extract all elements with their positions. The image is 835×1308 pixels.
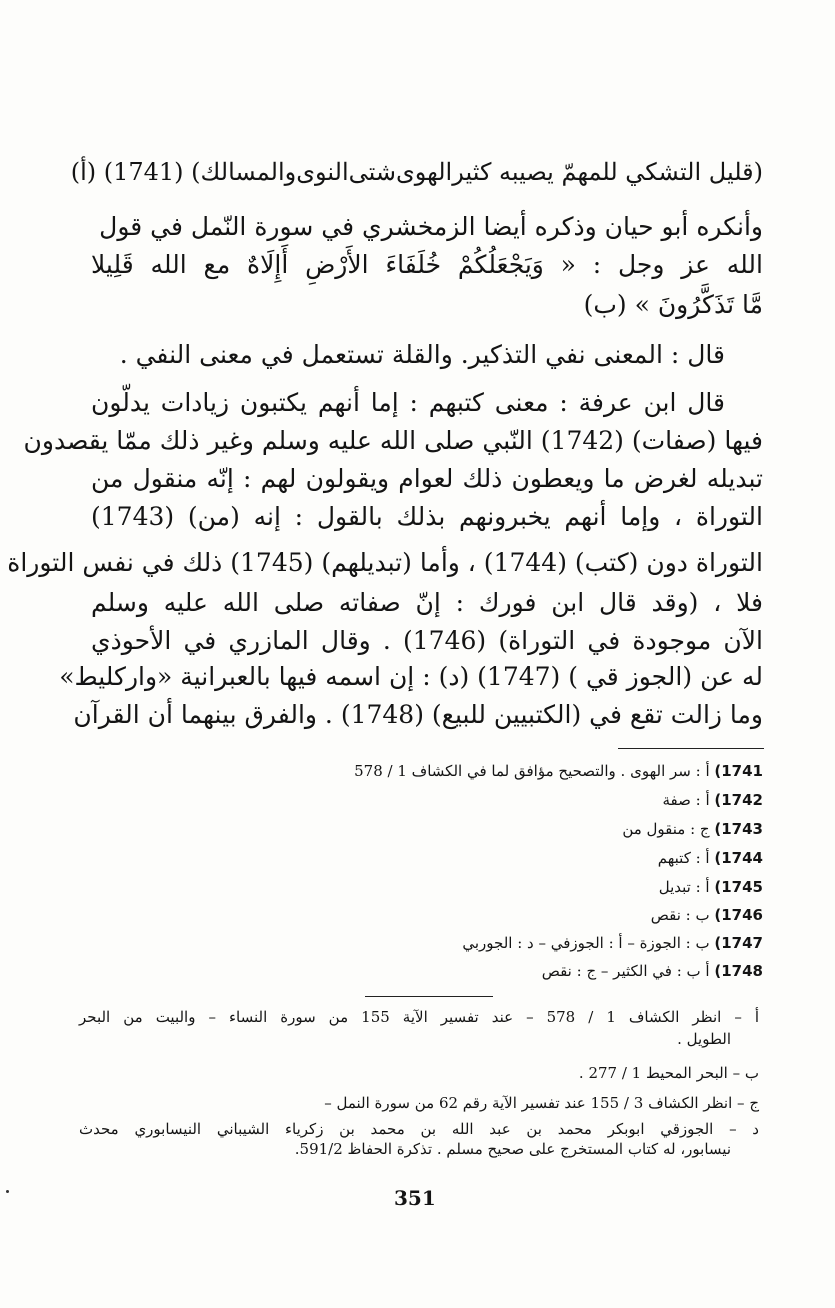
variant-note-number: 1744)	[714, 849, 763, 867]
variant-note	[163, 791, 763, 809]
variant-note	[163, 962, 763, 980]
variant-note-number: 1745)	[714, 878, 763, 896]
main-text-line: قال : المعنى نفي التذكير. والقلة تستعمل في معنى النفي .	[119, 340, 725, 369]
main-text-line: وأنكره أبو حيان وذكره أيضا الزمخشري في سورة النّمل في قول	[99, 212, 763, 241]
main-text-line: فيها (صفات) (1742) النّبي صلى الله عليه وسلم وغير ذلك ممّا يقصدون	[23, 426, 763, 455]
poetry-verse: (قليل التشكي للمهمّ يصيبه كثيرالهوى‌شتى‌النوى‌والمسالك) (1741) (أ)	[70, 158, 763, 186]
editor-note-continuation: نيسابور، له كتاب المستخرج على صحيح مسلم . تذكرة الحفاظ 591/2.	[294, 1140, 731, 1158]
main-text-line: التوراة دون (كتب) (1744) ، وأما (تبديلهم) (1745) ذلك في نفس التوراة	[7, 548, 763, 577]
variant-note-text: أ : كتبهم	[657, 849, 710, 867]
main-text-line: له عن (الجوز قي ) (1747) (د) : إن اسمه فيها بالعبرانية «واركليط»	[59, 662, 763, 691]
editor-note: ج – انظر الكشاف 3 / 155 عند تفسير الآية رقم 62 من سورة النمل –	[324, 1094, 759, 1112]
variant-note-text: ب : الجوزة – أ : الجوزفي – د : الجوربي	[462, 934, 710, 952]
variant-note	[163, 878, 763, 896]
main-text-line: الآن موجودة في التوراة) (1746) . وقال المازري في الأحوذي	[91, 626, 763, 655]
editor-notes-divider	[365, 996, 493, 997]
editor-note-continuation: الطويل .	[677, 1030, 731, 1048]
main-text-line: تبديله لغرض ما ويعطون ذلك لعوام ويقولون لهم : إنّه منقول من	[91, 464, 763, 493]
variant-note	[163, 934, 763, 952]
variant-note-number: 1741)	[714, 762, 763, 780]
main-text-line: قال ابن عرفة : معنى كتبهم : إما أنهم يكتبون زيادات يدلّون	[91, 388, 725, 417]
variant-note-text: ب : نقص	[650, 906, 710, 924]
variant-note-number: 1743)	[714, 820, 763, 838]
variant-note-number: 1746)	[714, 906, 763, 924]
variant-note	[163, 820, 763, 838]
main-text-line: وما زالت تقع في (الكتبيين للبيع) (1748) . والفرق بينهما أن القرآن	[73, 700, 763, 729]
variant-note-text: أ : صفة	[662, 791, 710, 809]
editor-note: ب – البحر المحيط 1 / 277 .	[578, 1064, 759, 1082]
main-text-line: التوراة ، وإما أنهم يخبرونهم بذلك بالقول : إنه (من) (1743)	[91, 502, 763, 531]
footnote-divider	[618, 748, 764, 749]
variant-note	[163, 849, 763, 867]
variant-note	[163, 906, 763, 924]
variant-note	[163, 762, 763, 780]
margin-dot	[6, 1190, 9, 1193]
main-text-line: مَّا تَذَكَّرُونَ » (ب)	[583, 290, 763, 319]
main-text-line: فلا ، (وقد قال ابن فورك : إنّ صفاته صلى الله عليه وسلم	[91, 588, 763, 617]
main-text-line: الله عز وجل : « وَيَجْعَلُكُمْ خُلَفَاءَ الأَرْضِ أَإِلَاهٌ مع الله قَلِيلا	[91, 250, 763, 279]
editor-note: أ – انظر الكشاف 1 / 578 – عند تفسير الآية 155 من سورة النساء – والبيت من البحر	[79, 1008, 760, 1026]
variant-note-text: أ : سر الهوى . والتصحيح مؤافق لما في الكشاف 1 / 578	[354, 762, 710, 780]
variant-note-number: 1748)	[714, 962, 763, 980]
variant-note-text: ج : منقول من	[622, 820, 710, 838]
variant-note-text: أ ب : في الكثير – ج : نقص	[541, 962, 710, 980]
variant-note-number: 1742)	[714, 791, 763, 809]
page-number: 351	[394, 1186, 436, 1210]
variant-note-text: أ : تبديل	[658, 878, 710, 896]
variant-note-number: 1747)	[714, 934, 763, 952]
editor-note: د – الجوزقي ابوبكر محمد بن عبد الله بن محمد بن زكرياء الشيباني النيسابوري محدث	[79, 1120, 759, 1138]
